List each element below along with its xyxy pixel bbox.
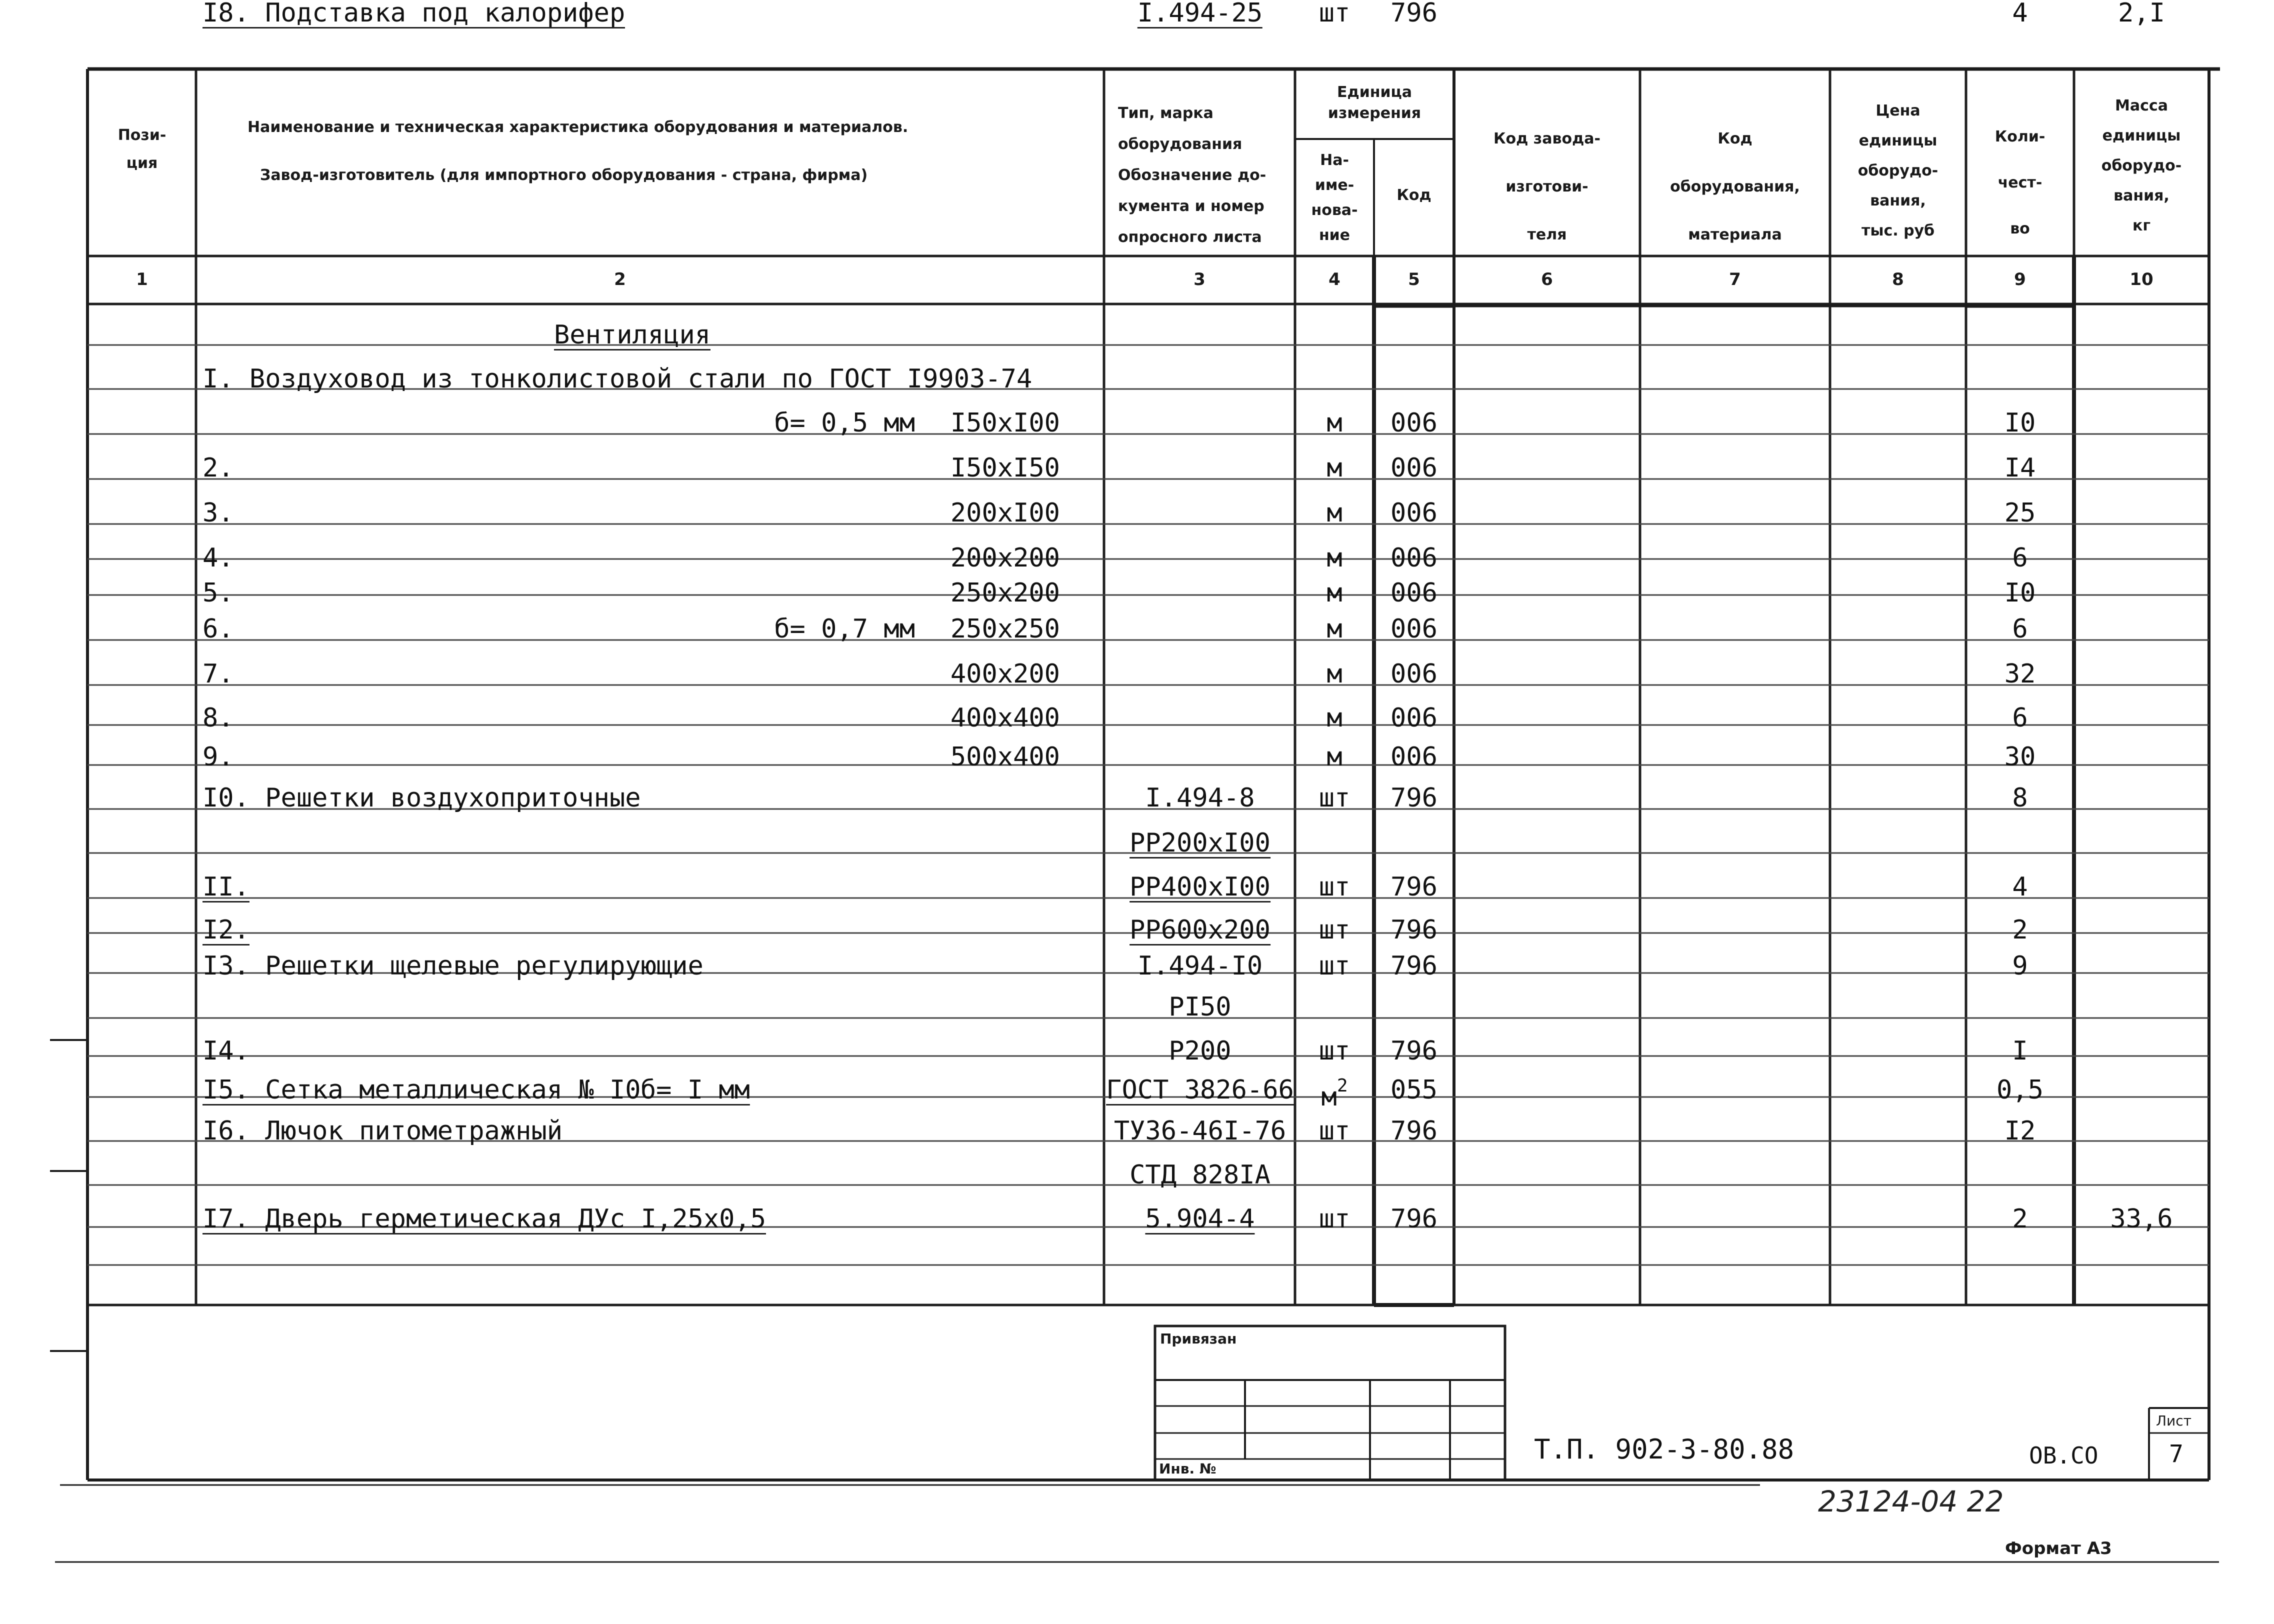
item-type-mark: ГОСТ 3826-66 bbox=[1106, 1075, 1294, 1105]
item-quantity: I4 bbox=[2004, 453, 2036, 483]
item-unit: шт bbox=[1318, 1204, 1350, 1234]
item-unit-code: 006 bbox=[1390, 659, 1438, 689]
header-position: Пози- ция bbox=[118, 126, 166, 172]
column-number: 4 bbox=[1328, 270, 1340, 290]
item-name: I4. bbox=[202, 1036, 250, 1066]
item-name: 5. bbox=[202, 578, 234, 608]
item-unit-code: 006 bbox=[1390, 408, 1438, 438]
item-unit-code: 006 bbox=[1390, 498, 1438, 528]
item-type-mark: 5.904-4 bbox=[1145, 1204, 1255, 1234]
section-title: Вентиляция bbox=[554, 320, 711, 350]
item-unit: шт bbox=[1318, 951, 1350, 981]
column-number: 9 bbox=[2014, 270, 2026, 290]
stamp-attached-label: Привязан bbox=[1160, 1330, 1237, 1347]
item-size: I50xI00 bbox=[950, 408, 1060, 438]
item-quantity: 30 bbox=[2004, 742, 2036, 772]
item-name: II. bbox=[202, 872, 250, 902]
item-unit: м bbox=[1326, 408, 1342, 438]
item-thickness: б= 0,5 мм bbox=[774, 408, 915, 438]
item-unit-code: 796 bbox=[1390, 1204, 1438, 1234]
sheet-label: Лист bbox=[2156, 1412, 2192, 1429]
item-unit-code: 796 bbox=[1390, 1116, 1438, 1146]
item-unit-code: 006 bbox=[1390, 703, 1438, 733]
item-unit: шт bbox=[1318, 0, 1350, 28]
item-quantity: 32 bbox=[2004, 659, 2036, 689]
item-quantity: 0,5 bbox=[1996, 1075, 2044, 1105]
item-name: 6. bbox=[202, 614, 234, 644]
item-unit: $м^2$ bbox=[1321, 1076, 1348, 1112]
column-number: 5 bbox=[1408, 270, 1420, 290]
item-name: 4. bbox=[202, 543, 234, 573]
item-type-mark: P200 bbox=[1168, 1036, 1232, 1066]
item-quantity: 2 bbox=[2012, 1204, 2028, 1234]
item-unit-code: 006 bbox=[1390, 453, 1438, 483]
column-number: 10 bbox=[2130, 270, 2154, 290]
item-quantity: 4 bbox=[2012, 0, 2028, 28]
column-number: 3 bbox=[1194, 270, 1206, 290]
item-type-mark: PI50 bbox=[1168, 992, 1232, 1022]
item-type-mark: СТД 828IА bbox=[1130, 1160, 1270, 1190]
item-unit-code: 796 bbox=[1390, 872, 1438, 902]
stamp-inventory-label: Инв. № bbox=[1159, 1460, 1216, 1477]
item-size: 400x200 bbox=[950, 659, 1060, 689]
column-number: 6 bbox=[1541, 270, 1553, 290]
item-size: 500x400 bbox=[950, 742, 1060, 772]
header-name-line1: Наименование и техническая характеристика оборудования и материалов. bbox=[248, 118, 908, 136]
header-unit-price: Цена единицы оборудо- вания, тыс. руб bbox=[1858, 102, 1938, 240]
item-unit: м bbox=[1326, 498, 1342, 528]
item-unit: м bbox=[1326, 543, 1342, 573]
item-quantity: 8 bbox=[2012, 783, 2028, 813]
paper-format-label: Формат А3 bbox=[2005, 1538, 2112, 1558]
item-unit: шт bbox=[1318, 783, 1350, 813]
item-type-mark: I.494-I0 bbox=[1137, 951, 1263, 981]
item-quantity: I bbox=[2012, 1036, 2028, 1066]
header-equipment-code: Код оборудования, материала bbox=[1670, 130, 1800, 244]
item-name: 9. bbox=[202, 742, 234, 772]
item-unit-code: 006 bbox=[1390, 614, 1438, 644]
item-unit-code: 006 bbox=[1390, 742, 1438, 772]
item-thickness: б= I мм bbox=[640, 1075, 750, 1105]
item-size: 400x400 bbox=[950, 703, 1060, 733]
item-quantity: I0 bbox=[2004, 408, 2036, 438]
document-code: Т.П. 902-3-80.88 bbox=[1534, 1434, 1794, 1465]
item-unit: шт bbox=[1318, 1036, 1350, 1066]
item-name: I6. Лючок питометражный bbox=[202, 1116, 563, 1146]
item-quantity: I0 bbox=[2004, 578, 2036, 608]
item-quantity: 25 bbox=[2004, 498, 2036, 528]
item-unit-code: 796 bbox=[1390, 915, 1438, 945]
item-quantity: 9 bbox=[2012, 951, 2028, 981]
header-factory-code: Код завода- изготови- теля bbox=[1494, 130, 1600, 244]
item-quantity: I2 bbox=[2004, 1116, 2036, 1146]
item-name: 2. bbox=[202, 453, 234, 483]
item-unit-code: 055 bbox=[1390, 1075, 1438, 1105]
item-unit: м bbox=[1326, 659, 1342, 689]
header-type: Тип, марка оборудования Обозначение до- кумента и номер опросного листа bbox=[1118, 104, 1266, 246]
item-name: I2. bbox=[202, 915, 250, 945]
item-unit-code: 796 bbox=[1390, 1036, 1438, 1066]
item-unit: м bbox=[1326, 453, 1342, 483]
item-mass: 33,6 bbox=[2110, 1204, 2173, 1234]
item-size: 200xI00 bbox=[950, 498, 1060, 528]
column-number: 1 bbox=[136, 270, 148, 290]
item-size: 250x250 bbox=[950, 614, 1060, 644]
unit-superscript: 2 bbox=[1336, 1076, 1348, 1096]
item-name: I8. Подставка под калорифер bbox=[202, 0, 626, 28]
item-type-mark: РР200xI00 bbox=[1130, 828, 1270, 858]
item-unit-code: 006 bbox=[1390, 578, 1438, 608]
item-size: I50xI50 bbox=[950, 453, 1060, 483]
item-name: I. Воздуховод из тонколистовой стали по ГОСТ I9903-74 bbox=[202, 364, 1032, 394]
column-number: 7 bbox=[1729, 270, 1741, 290]
header-name-line2: Завод-изготовитель (для импортного оборудования - страна, фирма) bbox=[260, 166, 868, 184]
header-unit-code: Код bbox=[1396, 186, 1432, 204]
header-unit-group: Единица измерения bbox=[1328, 84, 1422, 122]
item-unit: шт bbox=[1318, 1116, 1350, 1146]
item-quantity: 4 bbox=[2012, 872, 2028, 902]
item-unit: м bbox=[1326, 578, 1342, 608]
item-unit-code: 796 bbox=[1390, 0, 1438, 28]
item-quantity: 2 bbox=[2012, 915, 2028, 945]
item-unit: шт bbox=[1318, 915, 1350, 945]
column-number: 2 bbox=[614, 270, 626, 290]
item-quantity: 6 bbox=[2012, 614, 2028, 644]
item-name: I0. Решетки воздухоприточные bbox=[202, 783, 641, 813]
item-name: 3. bbox=[202, 498, 234, 528]
item-thickness: б= 0,7 мм bbox=[774, 614, 915, 644]
header-unit-name: На- име- нова- ние bbox=[1311, 152, 1358, 244]
item-unit: м bbox=[1326, 614, 1342, 644]
item-quantity: 6 bbox=[2012, 703, 2028, 733]
item-size: 200x200 bbox=[950, 543, 1060, 573]
item-unit-code: 796 bbox=[1390, 951, 1438, 981]
item-unit: м bbox=[1326, 742, 1342, 772]
item-quantity: 6 bbox=[2012, 543, 2028, 573]
item-type-mark: РР400xI00 bbox=[1130, 872, 1270, 902]
item-type-mark: I.494-25 bbox=[1137, 0, 1263, 28]
item-mass: 2,I bbox=[2118, 0, 2165, 28]
item-name: I3. Решетки щелевые регулирующие bbox=[202, 951, 704, 981]
item-type-mark: РР600x200 bbox=[1130, 915, 1270, 945]
item-name: 8. bbox=[202, 703, 234, 733]
handwritten-registration-number: 23124-04 22 bbox=[1818, 1484, 2004, 1518]
item-type-mark: I.494-8 bbox=[1145, 783, 1255, 813]
header-quantity: Коли- чест- во bbox=[1994, 128, 2046, 238]
sheet-number: 7 bbox=[2169, 1440, 2184, 1468]
item-size: 250x200 bbox=[950, 578, 1060, 608]
item-name: I5. Сетка металлическая № I0 bbox=[202, 1075, 641, 1105]
item-type-mark: ТУ36-46I-76 bbox=[1114, 1116, 1286, 1146]
item-name: 7. bbox=[202, 659, 234, 689]
section-code: ОВ.СО bbox=[2029, 1442, 2098, 1469]
item-unit-code: 006 bbox=[1390, 543, 1438, 573]
item-unit-code: 796 bbox=[1390, 783, 1438, 813]
header-unit-mass: Масса единицы оборудо- вания, кг bbox=[2101, 97, 2182, 234]
item-unit: шт bbox=[1318, 872, 1350, 902]
item-name: I7. Дверь герметическая ДУс I,25x0,5 bbox=[202, 1204, 766, 1234]
column-number: 8 bbox=[1892, 270, 1904, 290]
item-unit: м bbox=[1326, 703, 1342, 733]
